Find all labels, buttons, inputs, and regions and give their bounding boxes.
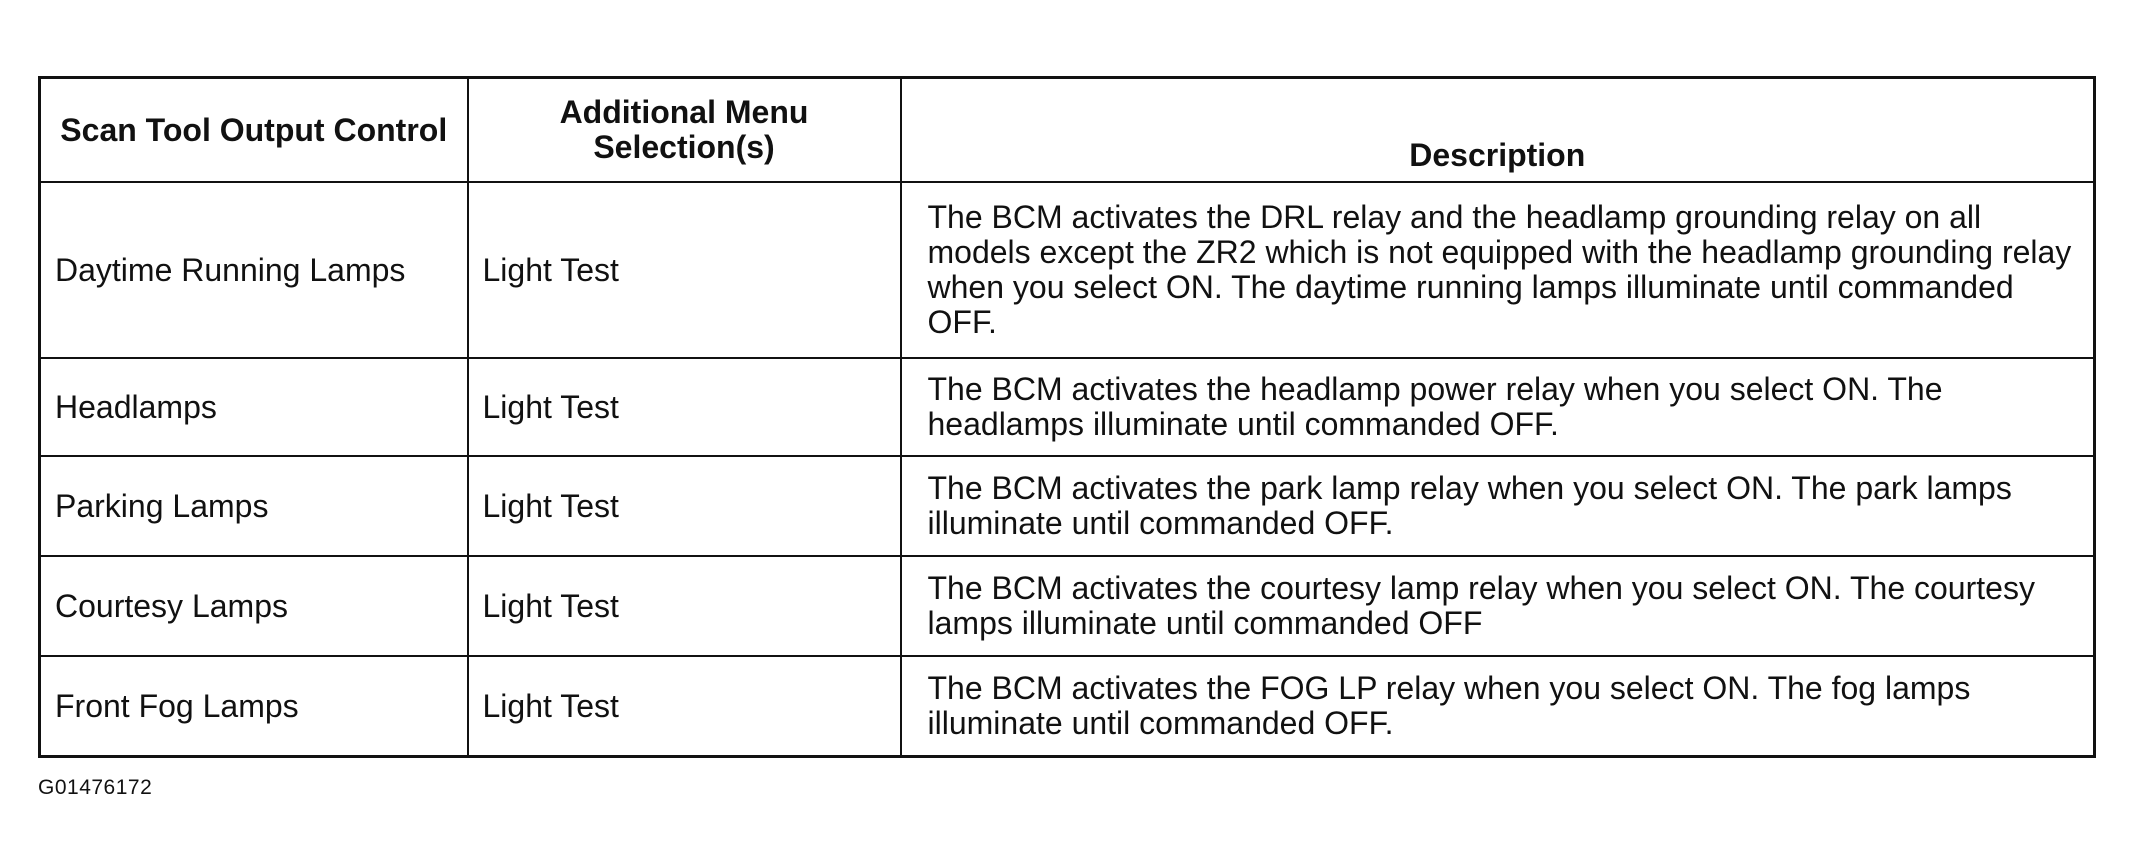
header-scan-tool-output-control: Scan Tool Output Control	[40, 78, 468, 183]
table-row	[40, 358, 2095, 456]
table-row	[40, 456, 2095, 556]
cell-description: The BCM activates the courtesy lamp relay when you select ON. The courtesy lamps illuminate until commanded OFF	[901, 556, 2095, 656]
table-body	[40, 182, 2095, 757]
cell-selection: Light Test	[468, 556, 901, 656]
cell-selection: Light Test	[468, 456, 901, 556]
cell-description: The BCM activates the DRL relay and the headlamp grounding relay on all models except the ZR2 which is not equipped with the headlamp grounding relay when you select ON. The daytime running lamps illuminate until commanded OFF.	[901, 182, 2095, 358]
cell-control: Courtesy Lamps	[40, 556, 468, 656]
cell-description: The BCM activates the FOG LP relay when you select ON. The fog lamps illuminate until commanded OFF.	[901, 656, 2095, 757]
header-additional-menu-selections: Additional Menu Selection(s)	[468, 78, 901, 183]
cell-control: Headlamps	[40, 358, 468, 456]
cell-selection: Light Test	[468, 358, 901, 456]
table-header	[40, 78, 2095, 183]
table-row	[40, 182, 2095, 358]
cell-selection: Light Test	[468, 182, 901, 358]
scan-tool-output-table	[38, 76, 2096, 758]
cell-description: The BCM activates the headlamp power relay when you select ON. The headlamps illuminate until commanded OFF.	[901, 358, 2095, 456]
header-description: Description	[901, 78, 2095, 183]
table-row	[40, 656, 2095, 757]
figure-id: G01476172	[38, 776, 153, 799]
header-row	[40, 78, 2095, 183]
table-row	[40, 556, 2095, 656]
cell-selection: Light Test	[468, 656, 901, 757]
cell-control: Front Fog Lamps	[40, 656, 468, 757]
cell-description: The BCM activates the park lamp relay when you select ON. The park lamps illuminate until commanded OFF.	[901, 456, 2095, 556]
cell-control: Daytime Running Lamps	[40, 182, 468, 358]
cell-control: Parking Lamps	[40, 456, 468, 556]
